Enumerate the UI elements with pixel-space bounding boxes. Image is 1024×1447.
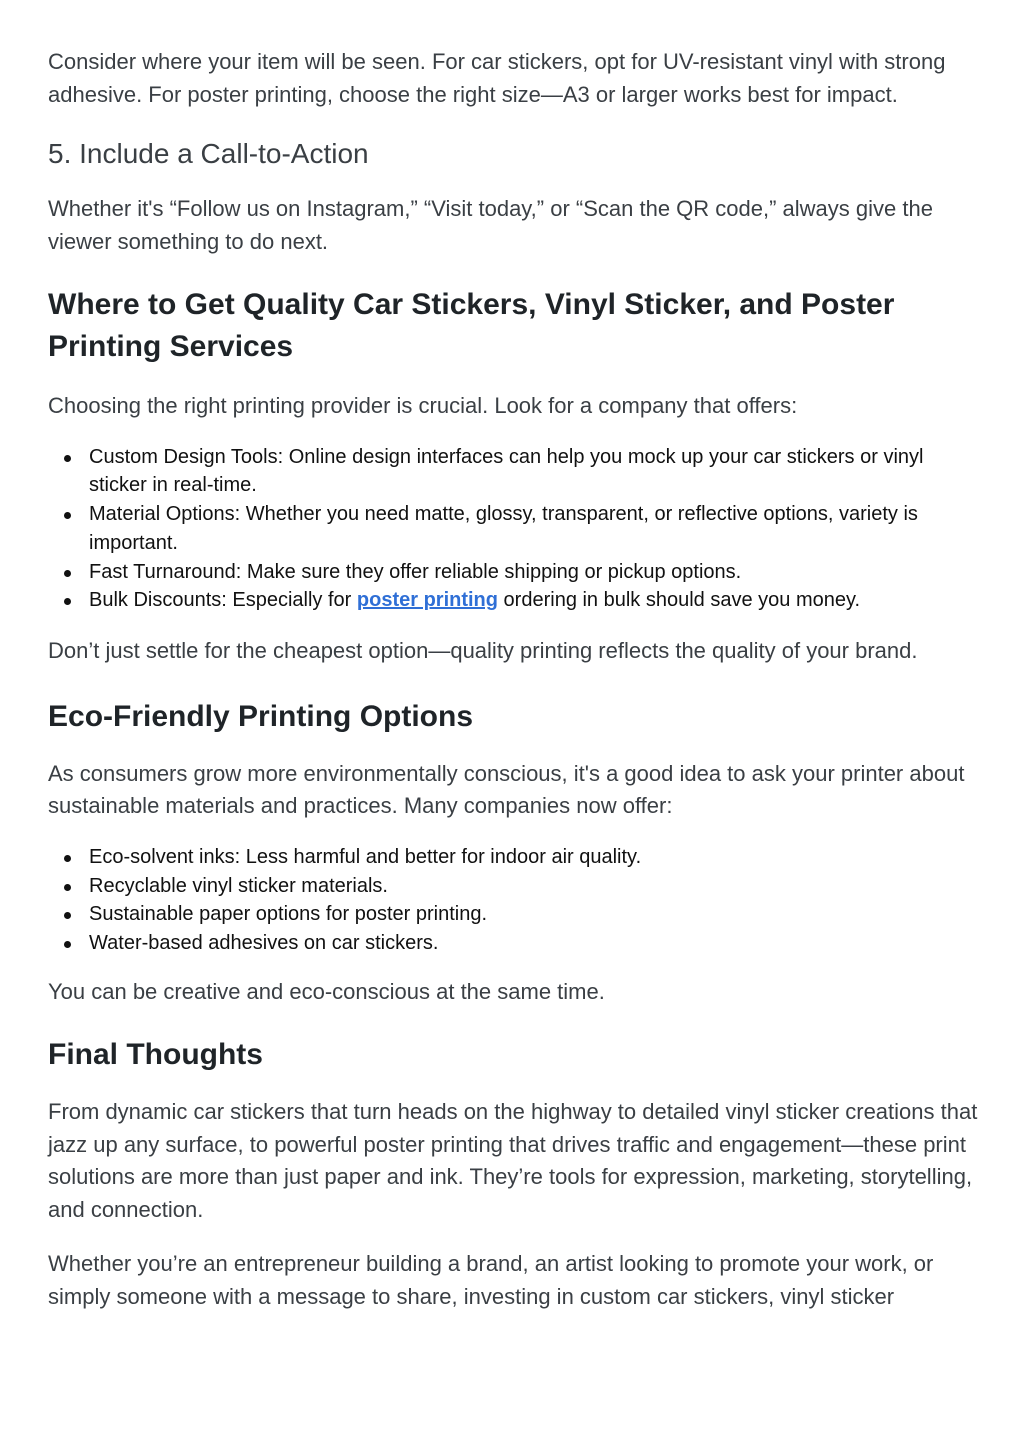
bullet-icon xyxy=(64,912,71,919)
bullet-icon xyxy=(64,941,71,948)
list-item xyxy=(48,900,978,929)
list-item xyxy=(48,558,978,587)
list-item-text: Eco-solvent inks: Less harmful and better for indoor air quality. xyxy=(89,845,642,868)
list-item xyxy=(48,929,978,958)
bullet-icon xyxy=(64,512,71,519)
list-item-text: Custom Design Tools: Online design interfaces can help you mock up your car stickers or vinyl sticker in real-time. xyxy=(89,445,924,497)
eco-heading: Eco-Friendly Printing Options xyxy=(48,699,474,733)
eco-intro: As consumers grow more environmentally conscious, it's a good idea to ask your printer about sustainable materials and practices. Many companies now offer: xyxy=(48,760,965,819)
bullet-icon xyxy=(64,455,71,462)
final-paragraph-2: Whether you’re an entrepreneur building a brand, an artist looking to promote your work, or simply someone with a message to share, investing in custom car stickers, vinyl sticker xyxy=(48,1251,934,1309)
poster-printing-link[interactable]: poster printing xyxy=(356,589,498,612)
list-item-text: ordering in bulk should save you money. xyxy=(498,589,861,612)
bullet-icon xyxy=(64,570,71,577)
list-item-text: Fast Turnaround: Make sure they offer reliable shipping or pickup options. xyxy=(89,560,742,583)
provider-features-list xyxy=(48,443,978,616)
list-item-text: Recyclable vinyl sticker materials. xyxy=(89,874,388,897)
eco-options-list xyxy=(48,843,978,958)
list-item-text: Sustainable paper options for poster printing. xyxy=(89,903,488,926)
list-item xyxy=(48,586,978,615)
list-item xyxy=(48,443,978,501)
bullet-icon xyxy=(64,884,71,891)
where-intro: Choosing the right printing provider is crucial. Look for a company that offers: xyxy=(48,393,798,418)
where-heading: Where to Get Quality Car Stickers, Vinyl Sticker, and Poster Printing Services xyxy=(48,288,895,363)
bullet-icon xyxy=(64,598,71,605)
article-content xyxy=(48,46,978,1313)
list-item xyxy=(48,872,978,901)
final-heading: Final Thoughts xyxy=(48,1038,263,1072)
cta-paragraph: Whether it's “Follow us on Instagram,” “Visit today,” or “Scan the QR code,” always give the viewer something to do next. xyxy=(48,196,933,254)
list-item xyxy=(48,500,978,558)
list-item-text: Bulk Discounts: Especially for xyxy=(89,589,357,612)
intro-paragraph: Consider where your item will be seen. For car stickers, opt for UV-resistant vinyl with strong adhesive. For poster printing, choose the right size—A3 or larger works best for impact. xyxy=(48,49,946,107)
list-item xyxy=(48,843,978,872)
bullet-icon xyxy=(64,855,71,862)
list-item-text: Material Options: Whether you need matte, glossy, transparent, or reflective options, variety is important. xyxy=(89,503,918,554)
eco-closing: You can be creative and eco-conscious at the same time. xyxy=(48,978,605,1004)
final-paragraph-1: From dynamic car stickers that turn heads on the highway to detailed vinyl sticker creations that jazz up any surface, to powerful poster printing that drives traffic and engagement—these print solutions are more than just paper and ink. They’re tools for expression, marketing, storytelling, and connection. xyxy=(48,1099,978,1222)
where-closing: Don’t just settle for the cheapest option—quality printing reflects the quality of your brand. xyxy=(48,638,918,664)
list-item-text: Water-based adhesives on car stickers. xyxy=(89,932,439,955)
cta-heading: 5. Include a Call-to-Action xyxy=(48,138,369,169)
